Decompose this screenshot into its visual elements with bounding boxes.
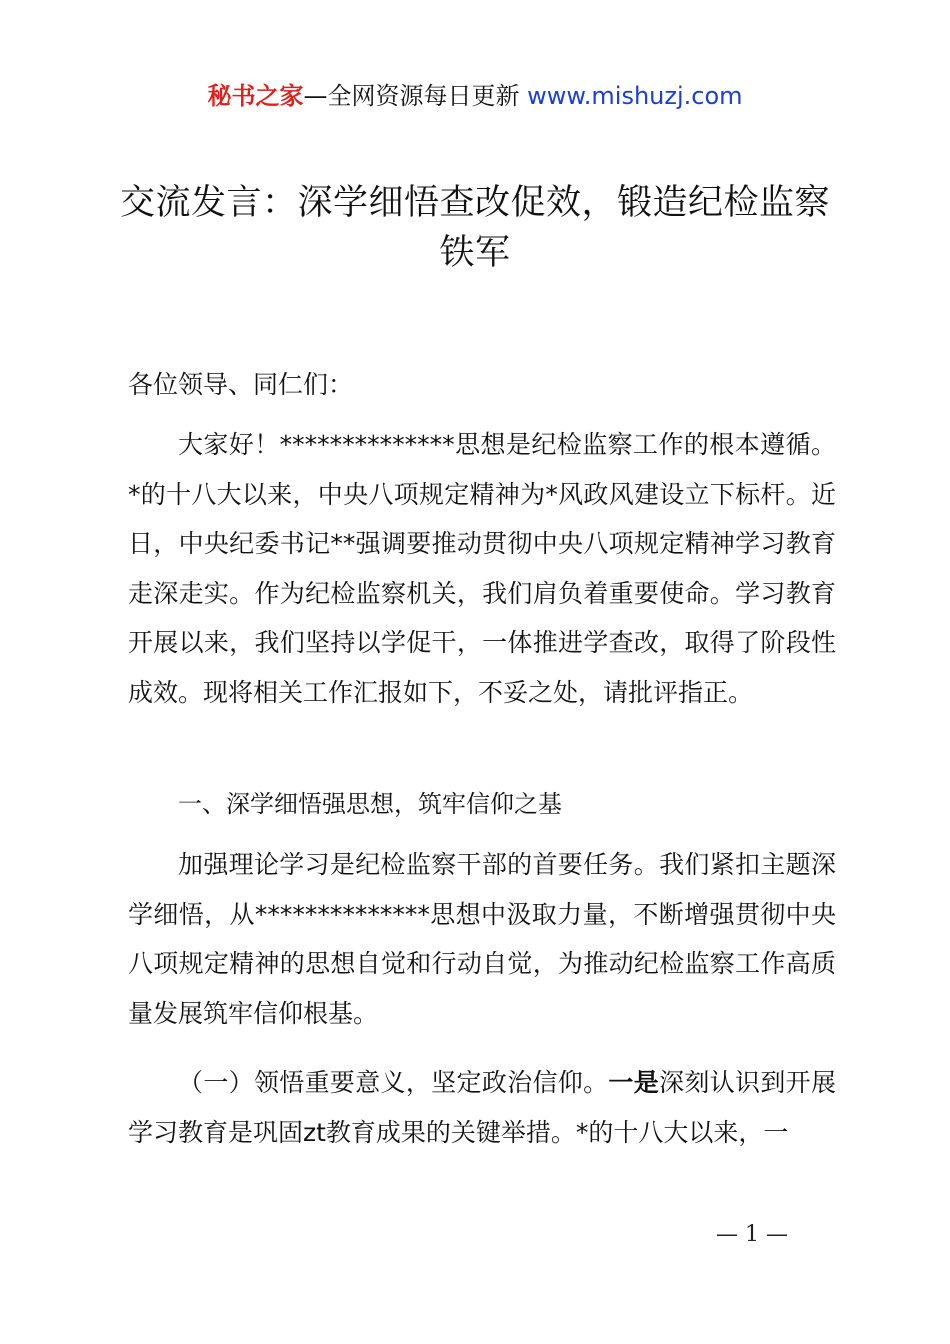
page-number: — 1 —	[716, 1222, 788, 1247]
title-line-2: 铁军	[439, 233, 511, 273]
salutation: 各位领导、同仁们：	[128, 370, 354, 399]
subsection-lead: （一）领悟重要意义，坚定政治信仰。	[178, 1068, 609, 1097]
site-tagline: —全网资源每日更新	[303, 82, 520, 110]
paragraph-intro: 大家好！**************思想是纪检监察工作的根本遵循。*的十八大以来，中央八项规定精神为*风政风建设立下标杆。近日，中央纪委书记**强调要推动贯彻中央八项规定精神学习教育走深走实。作为纪检监察机关，我们肩负着重要使命。学习教育开展以来，我们坚持以学促干，一体推进学查改，取得了阶段性成效。现将相关工作汇报如下，不妥之处，请批评指正。	[128, 430, 836, 707]
subsection-point-label: 一是	[608, 1068, 660, 1097]
title-line-1: 交流发言：深学细悟查改促效，锻造纪检监察	[119, 183, 830, 223]
site-url-link[interactable]: www.mishuzj.com	[527, 82, 743, 110]
paragraph-subsection-1	[128, 1058, 836, 1157]
paragraph-section-1: 加强理论学习是纪检监察干部的首要任务。我们紧扣主题深学细悟，从**************思想中汲取力量，不断增强贯彻中央八项规定精神的思想自觉和行动自觉，为推动纪检监察工作高质量发展筑牢信仰根基。	[128, 850, 836, 1028]
section-heading-1: 一、深学细悟强思想，筑牢信仰之基	[178, 790, 562, 818]
subsection-text: 深刻认识到开展学习教育是巩固zt教育成果的关键举措。*的十八大以来，一	[128, 1068, 836, 1147]
site-header	[0, 80, 950, 112]
document-title	[100, 178, 850, 278]
brand-name: 秘书之家	[207, 82, 304, 110]
